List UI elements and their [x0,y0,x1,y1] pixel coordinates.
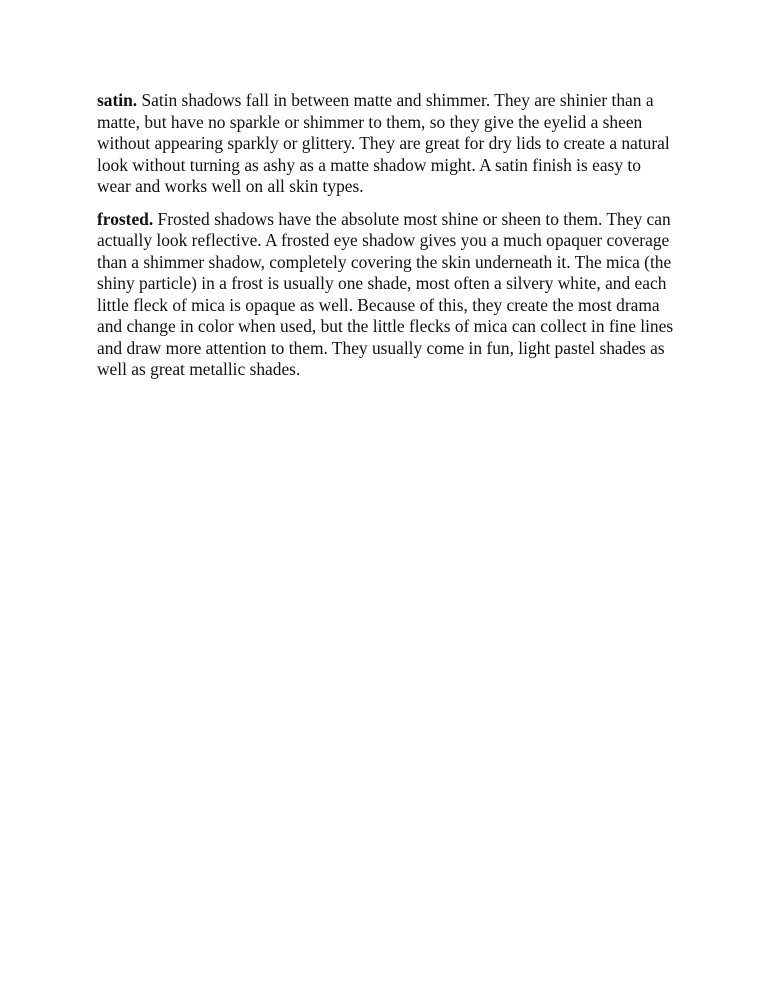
paragraph-satin [97,90,677,198]
term-frosted: frosted. [97,208,154,229]
paragraph-satin-text: Satin shadows fall in between matte and shimmer. They are shinier than a matte, but have no sparkle or shimmer to them, so they give the eyelid a sheen without appearing sparkly or glittery. They are great for dry lids to create a natural look without turning as ashy as a matte shadow might. A satin finish is easy to wear and works well on all skin types. [97,90,670,196]
document-body [97,90,677,392]
term-satin: satin. [97,90,138,110]
paragraph-frosted [97,209,677,381]
paragraph-frosted-text: Frosted shadows have the absolute most shine or sheen to them. They can actually look reflective. A frosted eye shadow gives you a much opaquer coverage than a shimmer shadow, completely covering the skin underneath it. The mica (the shiny particle) in a frost is usually one shade, most often a silvery white, and each little fleck of mica is opaque as well. Because of this, they create the most drama and change in color when used, but the little flecks of mica can collect in fine lines and draw more attention to them. They usually come in fun, light pastel shades as well as great metallic shades. [97,208,674,379]
